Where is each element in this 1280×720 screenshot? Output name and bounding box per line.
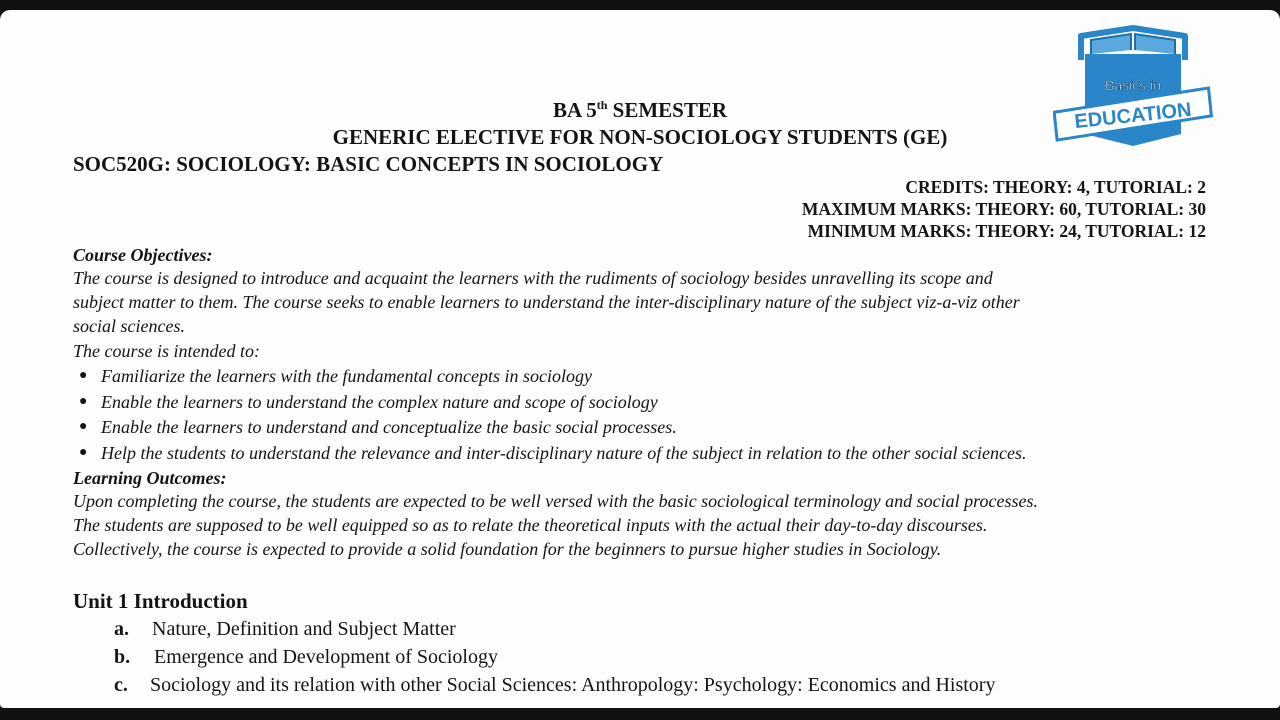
semester-suffix: SEMESTER <box>607 98 728 122</box>
unit1-title: Unit 1 Introduction <box>73 589 248 613</box>
bullet-text: Enable the learners to understand and conceptualize the basic social processes. <box>101 417 677 437</box>
bullet-icon: ● <box>79 419 88 434</box>
semester-superscript: th <box>596 98 608 112</box>
credits-line: CREDITS: THEORY: 4, TUTORIAL: 2 <box>905 177 1206 197</box>
item-text: Nature, Definition and Subject Matter <box>152 618 456 640</box>
bullet-item <box>0 366 1280 390</box>
bullet-icon: ● <box>79 445 88 460</box>
bullet-item <box>0 392 1280 416</box>
logo-line1: Basics in <box>1104 77 1162 93</box>
unit1-item <box>0 674 1280 700</box>
course-title: SOC520G: SOCIOLOGY: BASIC CONCEPTS IN SOCIOLOGY <box>73 152 664 176</box>
item-letter: a. <box>114 618 129 640</box>
item-letter: b. <box>114 646 131 668</box>
outcomes-line: Upon completing the course, the students are expected to be well versed with the basic sociological terminology and social processes. <box>73 491 1038 511</box>
outcomes-line: Collectively, the course is expected to provide a solid foundation for the beginners to pursue higher studies in Sociology. <box>73 539 942 559</box>
objectives-line: The course is designed to introduce and acquaint the learners with the rudiments of sociology besides unravelling its scope and <box>73 268 993 288</box>
maximum-marks-line: MAXIMUM MARKS: THEORY: 60, TUTORIAL: 30 <box>801 199 1206 219</box>
bullet-icon: ● <box>79 368 88 383</box>
bullet-item <box>0 443 1280 467</box>
subtitle-heading: GENERIC ELECTIVE FOR NON-SOCIOLOGY STUDENTS (GE) <box>332 125 948 149</box>
bullet-text: Enable the learners to understand the complex nature and scope of sociology <box>101 392 658 412</box>
bullet-item <box>0 417 1280 441</box>
semester-prefix: BA 5 <box>552 98 597 122</box>
objectives-heading: Course Objectives: <box>73 245 213 265</box>
item-letter: c. <box>114 674 128 696</box>
outcomes-heading: Learning Outcomes: <box>73 468 227 488</box>
item-text: Emergence and Development of Sociology <box>154 646 498 668</box>
objectives-line: subject matter to them. The course seeks to enable learners to understand the inter-disciplinary nature of the subject viz-a-viz other <box>73 292 1020 312</box>
item-text: Sociology and its relation with other Social Sciences: Anthropology: Psychology: Economics and History <box>150 674 996 696</box>
unit1-item <box>0 618 1280 644</box>
intended-line: The course is intended to: <box>73 341 260 361</box>
semester-heading <box>0 98 1280 123</box>
unit1-item <box>0 646 1280 672</box>
objectives-line: social sciences. <box>73 316 185 336</box>
outcomes-line: The students are supposed to be well equipped so as to relate the theoretical inputs with the actual their day-to-day discourses. <box>73 515 988 535</box>
document-page <box>0 10 1280 708</box>
logo-line2: EDUCATION <box>1073 98 1193 134</box>
bullet-text: Familiarize the learners with the fundamental concepts in sociology <box>101 366 592 386</box>
bullet-icon: ● <box>79 394 88 409</box>
bullet-text: Help the students to understand the relevance and inter-disciplinary nature of the subject in relation to the other social sciences. <box>101 443 1027 463</box>
minimum-marks-line: MINIMUM MARKS: THEORY: 24, TUTORIAL: 12 <box>807 221 1206 241</box>
